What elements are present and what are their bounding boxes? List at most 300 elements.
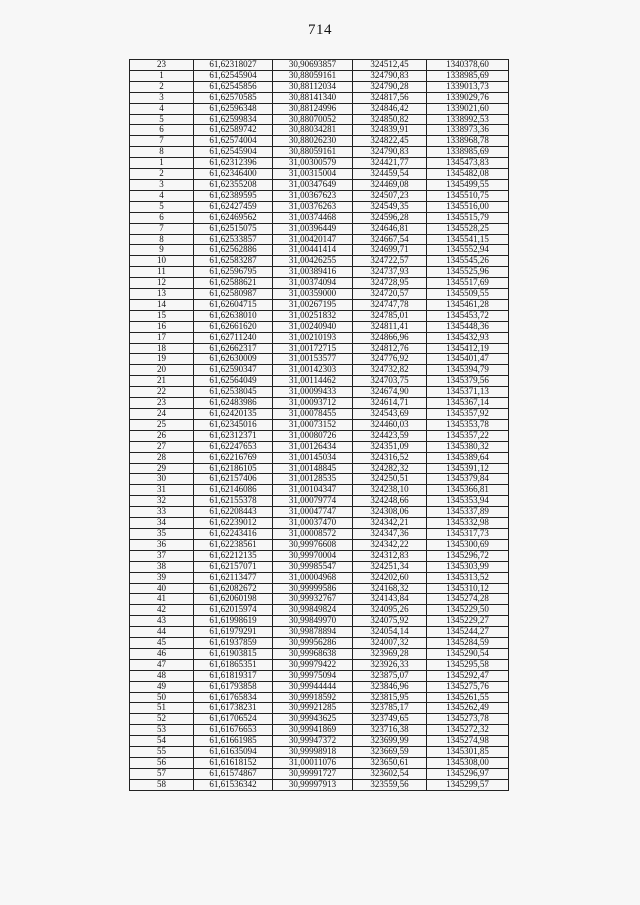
point-number-cell: 11 — [130, 267, 194, 278]
x-coordinate-cell: 324316,52 — [353, 452, 427, 463]
x-coordinate-cell: 323749,65 — [353, 714, 427, 725]
table-row — [130, 572, 509, 583]
longitude-cell: 31,00142303 — [273, 365, 353, 376]
x-coordinate-cell: 324351,09 — [353, 441, 427, 452]
y-coordinate-cell: 1345482,08 — [427, 169, 509, 180]
y-coordinate-cell: 1345510,75 — [427, 190, 509, 201]
x-coordinate-cell: 323815,95 — [353, 692, 427, 703]
point-number-cell: 36 — [130, 539, 194, 550]
x-coordinate-cell: 324312,83 — [353, 550, 427, 561]
latitude-cell: 61,61819317 — [194, 670, 273, 681]
x-coordinate-cell: 324250,51 — [353, 474, 427, 485]
point-number-cell: 46 — [130, 648, 194, 659]
point-number-cell: 47 — [130, 659, 194, 670]
latitude-cell: 61,62604715 — [194, 299, 273, 310]
y-coordinate-cell: 1345308,00 — [427, 758, 509, 769]
point-number-cell: 58 — [130, 779, 194, 790]
latitude-cell: 61,62570585 — [194, 92, 273, 103]
table-row — [130, 779, 509, 790]
y-coordinate-cell: 1345366,81 — [427, 485, 509, 496]
latitude-cell: 61,62661620 — [194, 321, 273, 332]
table-row — [130, 659, 509, 670]
x-coordinate-cell: 323875,07 — [353, 670, 427, 681]
x-coordinate-cell: 324282,32 — [353, 463, 427, 474]
table-row — [130, 398, 509, 409]
table-row — [130, 539, 509, 550]
latitude-cell: 61,62157071 — [194, 561, 273, 572]
y-coordinate-cell: 1345353,78 — [427, 419, 509, 430]
latitude-cell: 61,62515075 — [194, 223, 273, 234]
x-coordinate-cell: 323602,54 — [353, 768, 427, 779]
longitude-cell: 30,88112034 — [273, 81, 353, 92]
point-number-cell: 50 — [130, 692, 194, 703]
longitude-cell: 31,00426255 — [273, 256, 353, 267]
table-row — [130, 125, 509, 136]
latitude-cell: 61,62420135 — [194, 409, 273, 420]
latitude-cell: 61,62015974 — [194, 605, 273, 616]
longitude-cell: 31,00420147 — [273, 234, 353, 245]
y-coordinate-cell: 1345389,64 — [427, 452, 509, 463]
x-coordinate-cell: 324143,84 — [353, 594, 427, 605]
table-row — [130, 136, 509, 147]
table-row — [130, 638, 509, 649]
y-coordinate-cell: 1345517,69 — [427, 278, 509, 289]
x-coordinate-cell: 323559,56 — [353, 779, 427, 790]
y-coordinate-cell: 1345371,13 — [427, 387, 509, 398]
x-coordinate-cell: 324737,93 — [353, 267, 427, 278]
y-coordinate-cell: 1345295,58 — [427, 659, 509, 670]
table-row — [130, 256, 509, 267]
x-coordinate-cell: 324202,60 — [353, 572, 427, 583]
latitude-cell: 61,62186105 — [194, 463, 273, 474]
longitude-cell: 31,00079774 — [273, 496, 353, 507]
point-number-cell: 35 — [130, 528, 194, 539]
table-row — [130, 234, 509, 245]
longitude-cell: 30,88026230 — [273, 136, 353, 147]
longitude-cell: 30,99918592 — [273, 692, 353, 703]
y-coordinate-cell: 1345552,94 — [427, 245, 509, 256]
point-number-cell: 37 — [130, 550, 194, 561]
x-coordinate-cell: 324776,92 — [353, 354, 427, 365]
point-number-cell: 43 — [130, 616, 194, 627]
point-number-cell: 54 — [130, 736, 194, 747]
point-number-cell: 5 — [130, 114, 194, 125]
y-coordinate-cell: 1345244,27 — [427, 627, 509, 638]
y-coordinate-cell: 1345379,84 — [427, 474, 509, 485]
table-row — [130, 103, 509, 114]
table-row — [130, 158, 509, 169]
x-coordinate-cell: 323650,61 — [353, 758, 427, 769]
longitude-cell: 30,99997913 — [273, 779, 353, 790]
longitude-cell: 31,00441414 — [273, 245, 353, 256]
longitude-cell: 31,00008572 — [273, 528, 353, 539]
y-coordinate-cell: 1345412,19 — [427, 343, 509, 354]
point-number-cell: 4 — [130, 103, 194, 114]
latitude-cell: 61,61865351 — [194, 659, 273, 670]
y-coordinate-cell: 1345300,69 — [427, 539, 509, 550]
point-number-cell: 23 — [130, 60, 194, 71]
table-row — [130, 714, 509, 725]
y-coordinate-cell: 1345379,56 — [427, 376, 509, 387]
latitude-cell: 61,62638010 — [194, 310, 273, 321]
longitude-cell: 31,00148845 — [273, 463, 353, 474]
latitude-cell: 61,62208443 — [194, 507, 273, 518]
y-coordinate-cell: 1345367,14 — [427, 398, 509, 409]
longitude-cell: 30,99976608 — [273, 539, 353, 550]
longitude-cell: 30,99932767 — [273, 594, 353, 605]
latitude-cell: 61,62312371 — [194, 430, 273, 441]
latitude-cell: 61,62538045 — [194, 387, 273, 398]
y-coordinate-cell: 1345229,50 — [427, 605, 509, 616]
x-coordinate-cell: 324460,03 — [353, 419, 427, 430]
y-coordinate-cell: 1345461,28 — [427, 299, 509, 310]
y-coordinate-cell: 1345274,28 — [427, 594, 509, 605]
table-row — [130, 583, 509, 594]
longitude-cell: 31,00093712 — [273, 398, 353, 409]
table-row — [130, 81, 509, 92]
point-number-cell: 19 — [130, 354, 194, 365]
longitude-cell: 30,99947372 — [273, 736, 353, 747]
point-number-cell: 32 — [130, 496, 194, 507]
latitude-cell: 61,61998619 — [194, 616, 273, 627]
longitude-cell: 31,00251832 — [273, 310, 353, 321]
x-coordinate-cell: 323846,96 — [353, 681, 427, 692]
table-row — [130, 190, 509, 201]
x-coordinate-cell: 324543,69 — [353, 409, 427, 420]
latitude-cell: 61,62562886 — [194, 245, 273, 256]
y-coordinate-cell: 1345509,55 — [427, 289, 509, 300]
latitude-cell: 61,62564049 — [194, 376, 273, 387]
longitude-cell: 30,99878894 — [273, 627, 353, 638]
longitude-cell: 31,00210193 — [273, 332, 353, 343]
y-coordinate-cell: 1338985,69 — [427, 147, 509, 158]
longitude-cell: 30,99944444 — [273, 681, 353, 692]
longitude-cell: 31,00080726 — [273, 430, 353, 441]
table-row — [130, 670, 509, 681]
latitude-cell: 61,61738231 — [194, 703, 273, 714]
y-coordinate-cell: 1345262,49 — [427, 703, 509, 714]
table-row — [130, 441, 509, 452]
point-number-cell: 34 — [130, 518, 194, 529]
latitude-cell: 61,62113477 — [194, 572, 273, 583]
y-coordinate-cell: 1345394,79 — [427, 365, 509, 376]
longitude-cell: 30,88059161 — [273, 70, 353, 81]
latitude-cell: 61,62355208 — [194, 179, 273, 190]
latitude-cell: 61,61574867 — [194, 768, 273, 779]
y-coordinate-cell: 1345391,12 — [427, 463, 509, 474]
longitude-cell: 30,88059161 — [273, 147, 353, 158]
longitude-cell: 30,99979422 — [273, 659, 353, 670]
latitude-cell: 61,62247653 — [194, 441, 273, 452]
point-number-cell: 2 — [130, 169, 194, 180]
latitude-cell: 61,62588621 — [194, 278, 273, 289]
latitude-cell: 61,62146086 — [194, 485, 273, 496]
y-coordinate-cell: 1345401,47 — [427, 354, 509, 365]
point-number-cell: 13 — [130, 289, 194, 300]
x-coordinate-cell: 324846,42 — [353, 103, 427, 114]
x-coordinate-cell: 324342,22 — [353, 539, 427, 550]
latitude-cell: 61,61676653 — [194, 725, 273, 736]
y-coordinate-cell: 1345313,52 — [427, 572, 509, 583]
x-coordinate-cell: 324850,82 — [353, 114, 427, 125]
latitude-cell: 61,62590347 — [194, 365, 273, 376]
table-row — [130, 518, 509, 529]
latitude-cell: 61,62082672 — [194, 583, 273, 594]
latitude-cell: 61,62427459 — [194, 201, 273, 212]
longitude-cell: 31,00104347 — [273, 485, 353, 496]
y-coordinate-cell: 1345337,89 — [427, 507, 509, 518]
latitude-cell: 61,62216769 — [194, 452, 273, 463]
table-row — [130, 278, 509, 289]
x-coordinate-cell: 324251,34 — [353, 561, 427, 572]
point-number-cell: 15 — [130, 310, 194, 321]
table-row — [130, 758, 509, 769]
latitude-cell: 61,61618152 — [194, 758, 273, 769]
latitude-cell: 61,62389595 — [194, 190, 273, 201]
point-number-cell: 40 — [130, 583, 194, 594]
table-row — [130, 343, 509, 354]
x-coordinate-cell: 324646,81 — [353, 223, 427, 234]
y-coordinate-cell: 1345274,98 — [427, 736, 509, 747]
longitude-cell: 30,88070052 — [273, 114, 353, 125]
x-coordinate-cell: 324817,56 — [353, 92, 427, 103]
table-row — [130, 267, 509, 278]
point-number-cell: 8 — [130, 147, 194, 158]
longitude-cell: 30,99998918 — [273, 747, 353, 758]
point-number-cell: 51 — [130, 703, 194, 714]
latitude-cell: 61,62312396 — [194, 158, 273, 169]
x-coordinate-cell: 323699,99 — [353, 736, 427, 747]
longitude-cell: 31,00396449 — [273, 223, 353, 234]
longitude-cell: 31,00114462 — [273, 376, 353, 387]
longitude-cell: 30,99941869 — [273, 725, 353, 736]
latitude-cell: 61,62596348 — [194, 103, 273, 114]
x-coordinate-cell: 324596,28 — [353, 212, 427, 223]
table-row — [130, 648, 509, 659]
longitude-cell: 30,88034281 — [273, 125, 353, 136]
longitude-cell: 30,88124996 — [273, 103, 353, 114]
latitude-cell: 61,61635094 — [194, 747, 273, 758]
point-number-cell: 29 — [130, 463, 194, 474]
x-coordinate-cell: 324007,32 — [353, 638, 427, 649]
point-number-cell: 14 — [130, 299, 194, 310]
y-coordinate-cell: 1338992,53 — [427, 114, 509, 125]
longitude-cell: 30,99849970 — [273, 616, 353, 627]
longitude-cell: 31,00078455 — [273, 409, 353, 420]
longitude-cell: 31,00047747 — [273, 507, 353, 518]
longitude-cell: 31,00240940 — [273, 321, 353, 332]
table-row — [130, 725, 509, 736]
table-row — [130, 387, 509, 398]
latitude-cell: 61,62060198 — [194, 594, 273, 605]
table-row — [130, 332, 509, 343]
point-number-cell: 6 — [130, 125, 194, 136]
x-coordinate-cell: 324421,77 — [353, 158, 427, 169]
point-number-cell: 26 — [130, 430, 194, 441]
table-row — [130, 201, 509, 212]
point-number-cell: 48 — [130, 670, 194, 681]
table-row — [130, 365, 509, 376]
longitude-cell: 31,00099433 — [273, 387, 353, 398]
x-coordinate-cell: 324728,95 — [353, 278, 427, 289]
x-coordinate-cell: 324308,06 — [353, 507, 427, 518]
y-coordinate-cell: 1345453,72 — [427, 310, 509, 321]
x-coordinate-cell: 324248,66 — [353, 496, 427, 507]
longitude-cell: 30,99975094 — [273, 670, 353, 681]
x-coordinate-cell: 324507,23 — [353, 190, 427, 201]
longitude-cell: 31,00374468 — [273, 212, 353, 223]
y-coordinate-cell: 1345296,72 — [427, 550, 509, 561]
y-coordinate-cell: 1338968,78 — [427, 136, 509, 147]
x-coordinate-cell: 324614,71 — [353, 398, 427, 409]
longitude-cell: 30,90693857 — [273, 60, 353, 71]
latitude-cell: 61,61937859 — [194, 638, 273, 649]
y-coordinate-cell: 1345473,83 — [427, 158, 509, 169]
point-number-cell: 30 — [130, 474, 194, 485]
x-coordinate-cell: 324347,36 — [353, 528, 427, 539]
point-number-cell: 5 — [130, 201, 194, 212]
y-coordinate-cell: 1345310,12 — [427, 583, 509, 594]
latitude-cell: 61,62483986 — [194, 398, 273, 409]
x-coordinate-cell: 324747,78 — [353, 299, 427, 310]
y-coordinate-cell: 1345332,98 — [427, 518, 509, 529]
table-row — [130, 616, 509, 627]
y-coordinate-cell: 1345353,94 — [427, 496, 509, 507]
x-coordinate-cell: 324790,83 — [353, 70, 427, 81]
point-number-cell: 3 — [130, 92, 194, 103]
table-row — [130, 528, 509, 539]
point-number-cell: 45 — [130, 638, 194, 649]
longitude-cell: 30,99970004 — [273, 550, 353, 561]
point-number-cell: 20 — [130, 365, 194, 376]
longitude-cell: 30,99999586 — [273, 583, 353, 594]
longitude-cell: 31,00145034 — [273, 452, 353, 463]
x-coordinate-cell: 324720,57 — [353, 289, 427, 300]
point-number-cell: 9 — [130, 245, 194, 256]
x-coordinate-cell: 324822,45 — [353, 136, 427, 147]
latitude-cell: 61,61979291 — [194, 627, 273, 638]
y-coordinate-cell: 1345292,47 — [427, 670, 509, 681]
longitude-cell: 31,00267195 — [273, 299, 353, 310]
table-row — [130, 747, 509, 758]
latitude-cell: 61,62345016 — [194, 419, 273, 430]
longitude-cell: 31,00128535 — [273, 474, 353, 485]
table-row — [130, 561, 509, 572]
x-coordinate-cell: 324423,59 — [353, 430, 427, 441]
point-number-cell: 2 — [130, 81, 194, 92]
table-row — [130, 605, 509, 616]
point-number-cell: 56 — [130, 758, 194, 769]
latitude-cell: 61,62589742 — [194, 125, 273, 136]
y-coordinate-cell: 1339021,60 — [427, 103, 509, 114]
table-row — [130, 419, 509, 430]
point-number-cell: 55 — [130, 747, 194, 758]
x-coordinate-cell: 324667,54 — [353, 234, 427, 245]
x-coordinate-cell: 323716,38 — [353, 725, 427, 736]
point-number-cell: 3 — [130, 179, 194, 190]
longitude-cell: 30,99921285 — [273, 703, 353, 714]
y-coordinate-cell: 1345229,27 — [427, 616, 509, 627]
point-number-cell: 10 — [130, 256, 194, 267]
point-number-cell: 44 — [130, 627, 194, 638]
coordinates-table — [129, 59, 509, 791]
table-row — [130, 299, 509, 310]
table-row — [130, 703, 509, 714]
latitude-cell: 61,62545856 — [194, 81, 273, 92]
x-coordinate-cell: 324811,41 — [353, 321, 427, 332]
x-coordinate-cell: 324512,45 — [353, 60, 427, 71]
x-coordinate-cell: 324342,21 — [353, 518, 427, 529]
x-coordinate-cell: 323969,28 — [353, 648, 427, 659]
x-coordinate-cell: 324459,54 — [353, 169, 427, 180]
table-row — [130, 409, 509, 420]
point-number-cell: 6 — [130, 212, 194, 223]
point-number-cell: 25 — [130, 419, 194, 430]
table-row — [130, 114, 509, 125]
y-coordinate-cell: 1339013,73 — [427, 81, 509, 92]
longitude-cell: 31,00300579 — [273, 158, 353, 169]
x-coordinate-cell: 324699,71 — [353, 245, 427, 256]
y-coordinate-cell: 1345317,73 — [427, 528, 509, 539]
x-coordinate-cell: 324785,01 — [353, 310, 427, 321]
table-row — [130, 594, 509, 605]
coordinates-table-body — [130, 60, 509, 791]
y-coordinate-cell: 1345499,55 — [427, 179, 509, 190]
x-coordinate-cell: 324095,26 — [353, 605, 427, 616]
longitude-cell: 30,99849824 — [273, 605, 353, 616]
latitude-cell: 61,62212135 — [194, 550, 273, 561]
table-row — [130, 485, 509, 496]
longitude-cell: 30,99956286 — [273, 638, 353, 649]
latitude-cell: 61,62583287 — [194, 256, 273, 267]
x-coordinate-cell: 324703,75 — [353, 376, 427, 387]
latitude-cell: 61,62469562 — [194, 212, 273, 223]
table-row — [130, 496, 509, 507]
point-number-cell: 18 — [130, 343, 194, 354]
y-coordinate-cell: 1345272,32 — [427, 725, 509, 736]
latitude-cell: 61,62662317 — [194, 343, 273, 354]
latitude-cell: 61,62243416 — [194, 528, 273, 539]
longitude-cell: 31,00389416 — [273, 267, 353, 278]
table-row — [130, 92, 509, 103]
point-number-cell: 8 — [130, 234, 194, 245]
latitude-cell: 61,62596795 — [194, 267, 273, 278]
latitude-cell: 61,62238561 — [194, 539, 273, 550]
table-row — [130, 70, 509, 81]
latitude-cell: 61,62574004 — [194, 136, 273, 147]
table-row — [130, 310, 509, 321]
longitude-cell: 31,00004968 — [273, 572, 353, 583]
y-coordinate-cell: 1345545,26 — [427, 256, 509, 267]
point-number-cell: 16 — [130, 321, 194, 332]
point-number-cell: 53 — [130, 725, 194, 736]
y-coordinate-cell: 1345275,76 — [427, 681, 509, 692]
point-number-cell: 52 — [130, 714, 194, 725]
point-number-cell: 21 — [130, 376, 194, 387]
y-coordinate-cell: 1338973,36 — [427, 125, 509, 136]
latitude-cell: 61,61536342 — [194, 779, 273, 790]
y-coordinate-cell: 1345541,15 — [427, 234, 509, 245]
y-coordinate-cell: 1345284,59 — [427, 638, 509, 649]
latitude-cell: 61,61706524 — [194, 714, 273, 725]
point-number-cell: 7 — [130, 136, 194, 147]
table-row — [130, 692, 509, 703]
table-row — [130, 474, 509, 485]
point-number-cell: 24 — [130, 409, 194, 420]
y-coordinate-cell: 1345303,99 — [427, 561, 509, 572]
point-number-cell: 33 — [130, 507, 194, 518]
y-coordinate-cell: 1345261,55 — [427, 692, 509, 703]
